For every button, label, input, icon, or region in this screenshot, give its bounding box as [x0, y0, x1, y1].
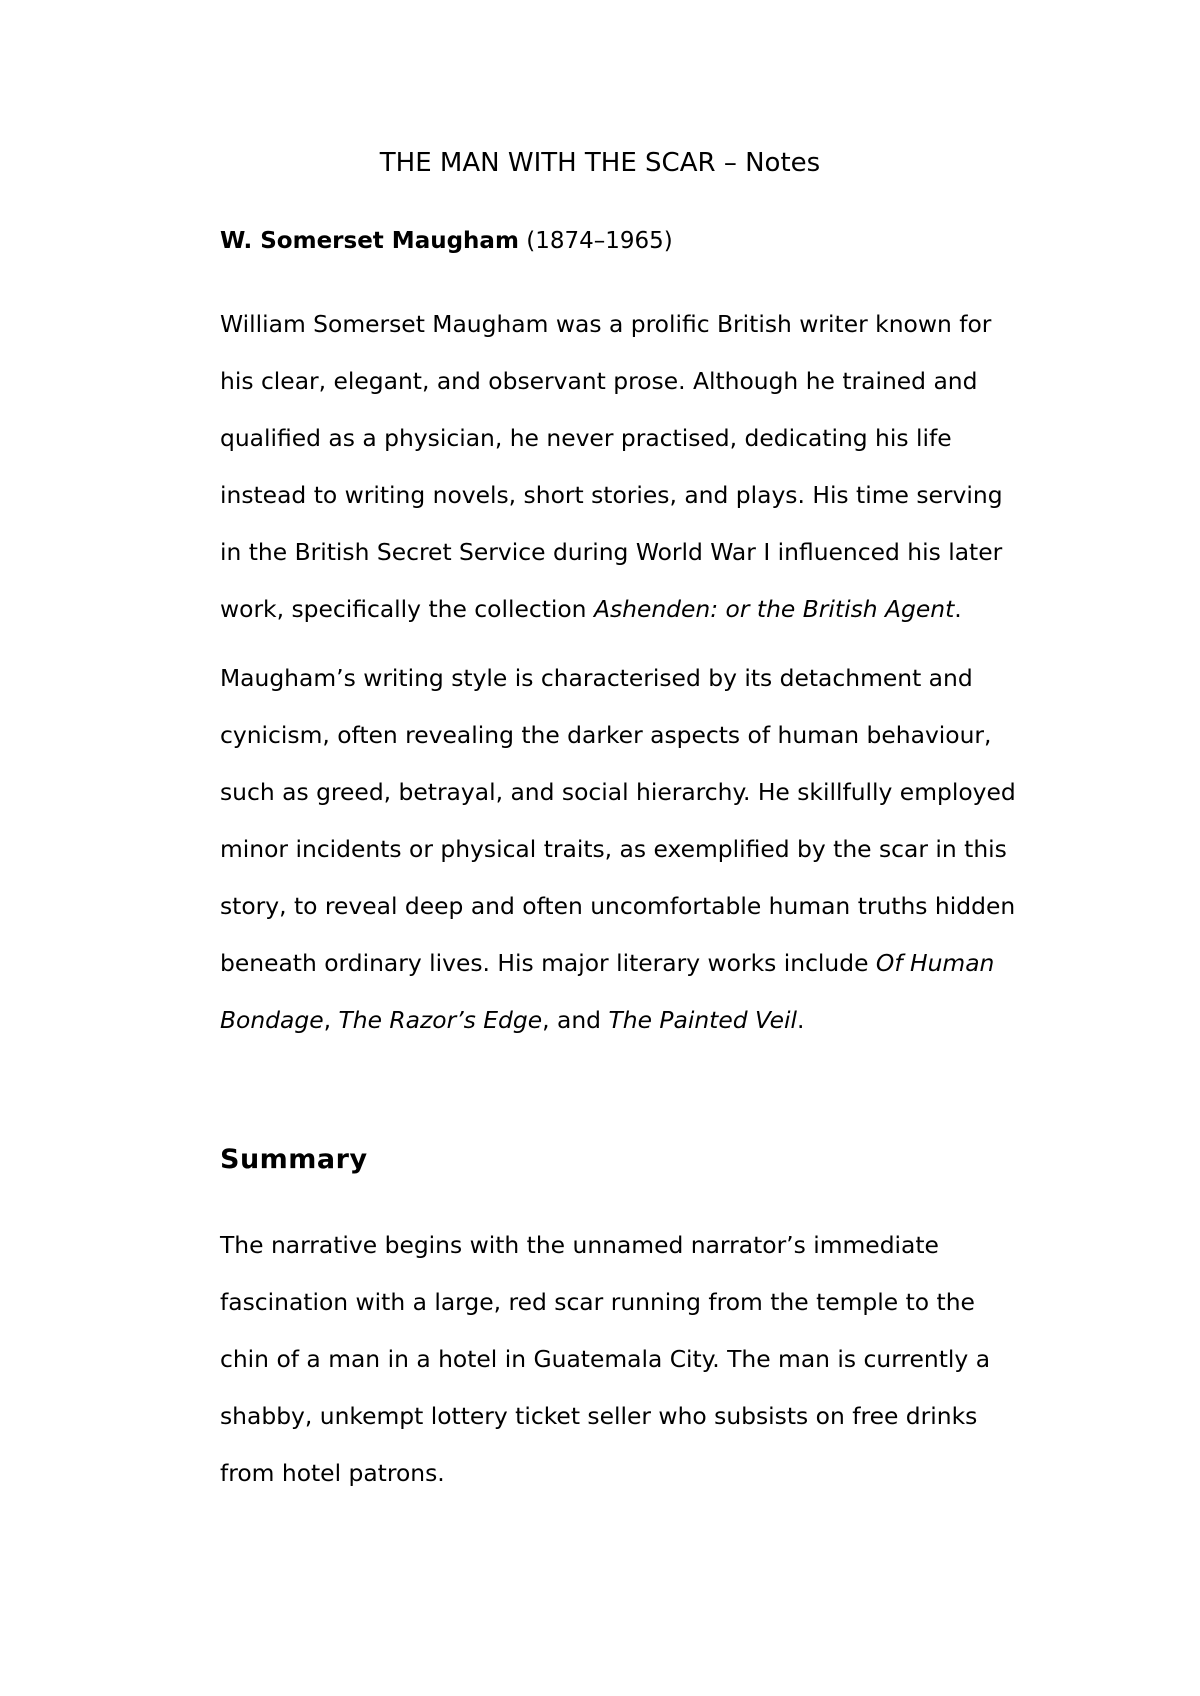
- paragraph-line: in the British Secret Service during World War I influenced his later: [220, 538, 1003, 566]
- book-title-of-human-bondage-cont: Bondage: [220, 1006, 324, 1034]
- paragraph-line: shabby, unkempt lottery ticket seller who subsists on free drinks: [220, 1402, 978, 1430]
- paragraph-line: cynicism, often revealing the darker aspects of human behaviour,: [220, 721, 992, 749]
- paragraph-line: from hotel patrons.: [220, 1459, 445, 1487]
- book-title-painted-veil: The Painted Veil: [608, 1006, 798, 1034]
- text-run: ,: [323, 1006, 339, 1034]
- author-name: W. Somerset Maugham: [220, 228, 519, 254]
- paragraph-line: [220, 992, 1060, 1049]
- paragraph-line: story, to reveal deep and often uncomfortable human truths hidden: [220, 892, 1016, 920]
- author-line: [220, 226, 673, 256]
- book-title-ashenden: Ashenden: or the British Agent: [593, 595, 955, 623]
- paragraph-line: such as greed, betrayal, and social hierarchy. He skillfully employed: [220, 778, 1016, 806]
- paragraph-line: The narrative begins with the unnamed narrator’s immediate: [220, 1231, 939, 1259]
- author-biography-paragraph: [220, 296, 1060, 638]
- document-title: THE MAN WITH THE SCAR – Notes: [379, 148, 821, 178]
- summary-paragraph: [220, 1217, 1060, 1502]
- text-run: , and: [542, 1006, 609, 1034]
- paragraph-line: instead to writing novels, short stories, and plays. His time serving: [220, 481, 1003, 509]
- paragraph-line: fascination with a large, red scar running from the temple to the: [220, 1288, 975, 1316]
- paragraph-line: [220, 581, 1060, 638]
- paragraph-line: minor incidents or physical traits, as exemplified by the scar in this: [220, 835, 1007, 863]
- text-run: work, specifically the collection: [220, 595, 594, 623]
- book-title-of-human-bondage: Of Human: [875, 949, 995, 977]
- paragraph-line: [220, 935, 1060, 992]
- paragraph-line: William Somerset Maugham was a prolific British writer known for: [220, 310, 992, 338]
- paragraph-line: chin of a man in a hotel in Guatemala City. The man is currently a: [220, 1345, 991, 1373]
- summary-heading: Summary: [220, 1144, 368, 1175]
- author-years: (1874–1965): [526, 228, 673, 254]
- writing-style-paragraph: [220, 650, 1060, 1049]
- paragraph-line: qualified as a physician, he never practised, dedicating his life: [220, 424, 952, 452]
- text-run: .: [797, 1006, 805, 1034]
- text-run: beneath ordinary lives. His major literary works include: [220, 949, 876, 977]
- paragraph-line: his clear, elegant, and observant prose. Although he trained and: [220, 367, 978, 395]
- text-run: .: [954, 595, 962, 623]
- book-title-razors-edge: The Razor’s Edge: [338, 1006, 543, 1034]
- paragraph-line: Maugham’s writing style is characterised by its detachment and: [220, 664, 973, 692]
